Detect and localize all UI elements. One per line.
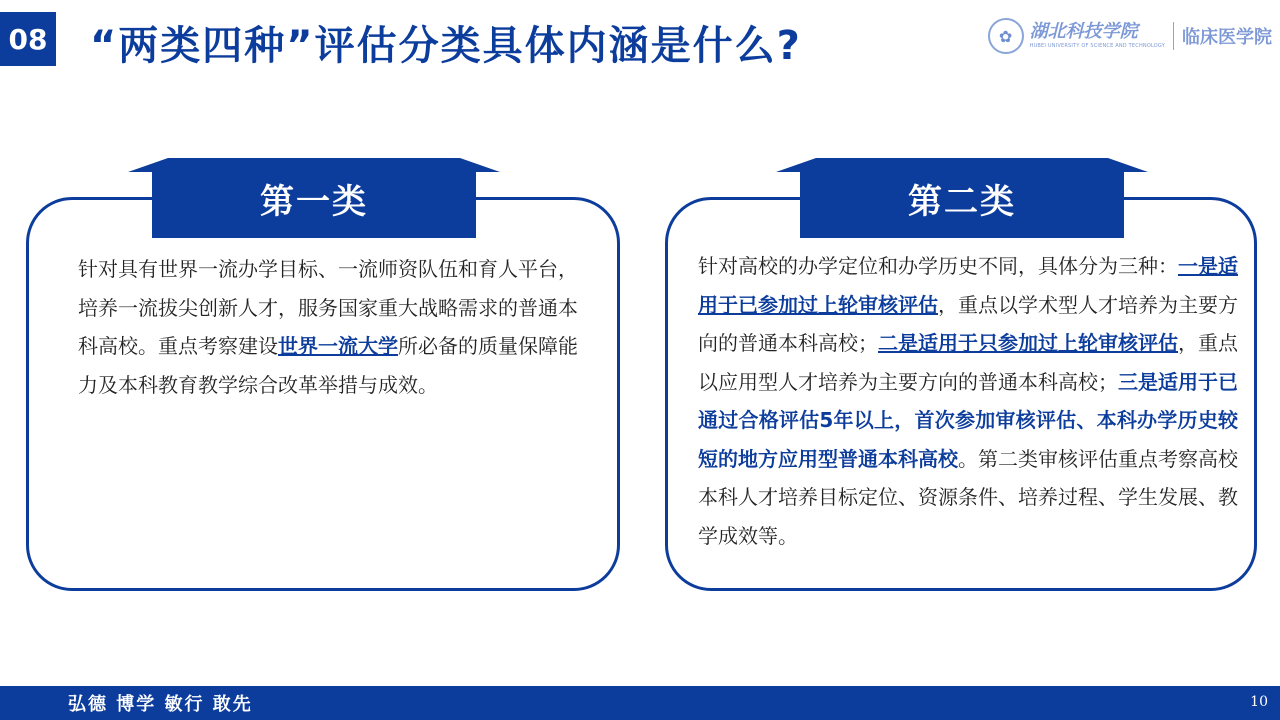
logo-university-cn: 湖北科技学院	[1029, 21, 1138, 42]
page-title: “两类四种”评估分类具体内涵是什么?	[90, 23, 802, 69]
footer-motto: 弘德 博学 敏行 敢先	[68, 694, 253, 715]
category-two-type-one: 一是适用于已参加过上轮审核评估	[698, 254, 1238, 317]
category-one-text-2: 所必备的质量保障能力及本科教育教学综合改革举措与成效。	[78, 334, 578, 397]
category-one-text-1: 针对具有世界一流办学目标、一流师资队伍和育人平台，培养一流拔尖创新人才，服务国家重大战略需求的普通本科高校。重点考察建设	[78, 257, 578, 358]
category-one-highlight: 世界一流大学	[278, 334, 398, 358]
footer-bar	[0, 686, 1280, 720]
section-number-badge: 08	[0, 12, 56, 66]
category-two-type-three: 三是适用于已通过合格评估5年以上，首次参加审核评估、本科办学历史较短的地方应用型普通本科高校	[698, 369, 1238, 471]
category-one-heading: 第一类	[260, 182, 368, 222]
logo-divider	[1173, 22, 1174, 50]
category-two-type-two: 二是适用于只参加过上轮审核评估	[878, 331, 1178, 355]
university-logo	[988, 16, 1272, 56]
category-two-description	[698, 247, 1238, 555]
logo-college-name: 临床医学院	[1182, 27, 1272, 48]
category-one-description	[78, 250, 578, 404]
category-two-text-1: 针对高校的办学定位和办学历史不同，具体分为三种：	[698, 254, 1178, 278]
category-two-banner	[776, 158, 1148, 238]
category-one-banner	[128, 158, 500, 238]
logo-university-en: HUBEI UNIVERSITY OF SCIENCE AND TECHNOLOGY	[1029, 43, 1165, 49]
category-two-text-4: 。第二类审核评估重点考察高校本科人才培养目标定位、资源条件、培养过程、学生发展、教学成效等。	[698, 446, 1238, 548]
category-two-heading: 第二类	[908, 182, 1016, 222]
page-number: 10	[1250, 694, 1268, 710]
category-two-text-2: ，重点以学术型人才培养为主要方向的普通本科高校；	[698, 292, 1238, 355]
category-two-text-3: ，重点以应用型人才培养为主要方向的普通本科高校；	[698, 331, 1238, 394]
logo-text	[1030, 22, 1165, 50]
university-emblem-icon: ✿	[988, 18, 1024, 54]
